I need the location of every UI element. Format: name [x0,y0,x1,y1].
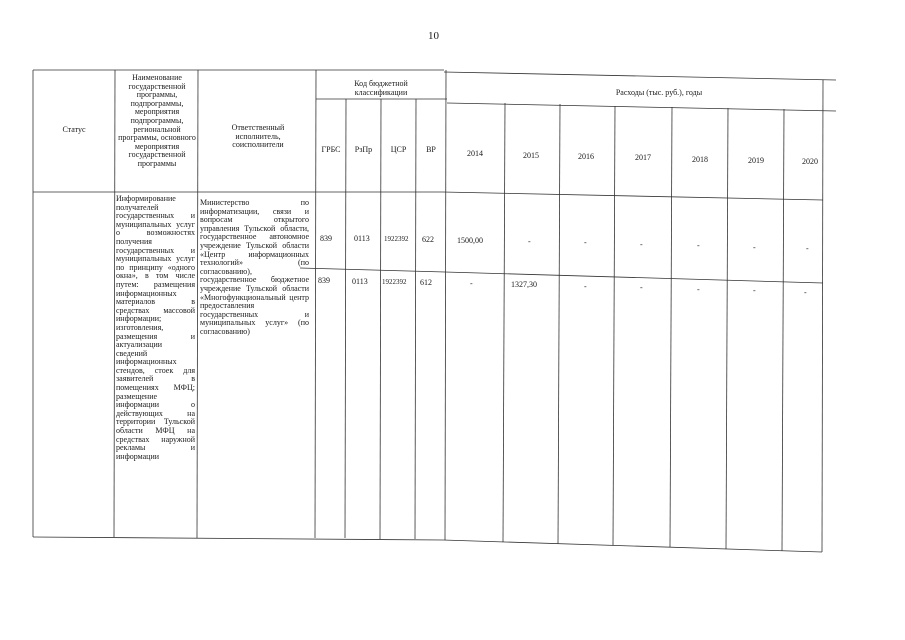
grid-line [613,106,615,545]
cell-value: - [753,243,756,252]
header-executor: Ответственный исполнитель, соисполнители [231,123,285,150]
grid-line [670,107,672,547]
header-year: 2015 [523,151,539,160]
header-year: 2016 [578,152,594,161]
grid-line [445,272,823,283]
cell-grbs: 839 [320,234,332,243]
grid-line [197,70,198,538]
grid-line [444,72,836,80]
header-year: 2020 [802,157,818,166]
grid-line [415,99,416,539]
grid-line [345,99,346,538]
page-number: 10 [428,30,439,42]
grid-line [33,537,443,540]
cell-csr: 1922392 [382,278,407,286]
cell-value: - [584,238,587,247]
grid-line [445,70,446,540]
grid-line [380,99,381,539]
grid-line [558,104,560,544]
cell-value: - [640,283,643,292]
header-budget-code: Код бюджетной классификации [354,79,408,97]
cell-vr: 612 [420,278,432,287]
header-rzpr: РзПр [354,145,373,154]
cell-rzpr: 0113 [354,234,370,243]
grid-line [114,70,115,537]
cell-value: - [697,241,700,250]
header-year: 2019 [748,156,764,165]
header-name: Наименование государственной программы, подпрограммы, мероприятия подпрограммы, региональной программы, основного мероприятия государственной программы [118,73,196,168]
header-vr: ВР [426,145,436,154]
cell-value: - [640,240,643,249]
row-executor: Министерство по информатизации, связи и вопросам открытого управления Тульской области, государственное автономное учреждение Тульской области «Центр информационных технологий» (по согласованию), государственное бюджетное учреждение Тульской области «Многофункциональный центр предоставления государственных и муниципальных услуг» (по согласованию) [200,198,309,336]
header-year: 2014 [467,149,483,158]
cell-csr: 1922392 [384,235,409,243]
header-csr: ЦСР [390,145,407,154]
row-name: Информирование получателей государственных и муниципальных услуг о возможностях получения государственных и муниципальных услуг по принципу «одного окна», в том числе путем: размещения информационных материалов в средствах массовой информации; изготовления, размещения и актуализации сведений информационных стендов, стоек для заявителей в помещениях МФЦ; размещение информации о действующих на территории Тульской области МФЦ на средствах наружной рекламы и информации [116,194,195,461]
cell-value: - [470,279,473,288]
cell-value: - [528,237,531,246]
cell-value: 1327,30 [511,280,537,289]
cell-grbs: 839 [318,276,330,285]
cell-value: - [804,288,807,297]
header-year: 2018 [692,155,708,164]
grid-line [315,70,316,538]
header-grbs: ГРБС [321,145,341,154]
grid-line [443,540,822,552]
cell-vr: 622 [422,235,434,244]
grid-line [782,109,784,551]
grid-line [503,103,505,542]
header-status: Статус [62,125,86,134]
grid-line [443,192,823,200]
cell-value: - [697,285,700,294]
grid-line [822,80,823,552]
grid-line [726,108,728,549]
cell-value: 1500,00 [457,236,483,245]
header-year: 2017 [635,153,651,162]
cell-value: - [806,244,809,253]
cell-value: - [584,282,587,291]
cell-rzpr: 0113 [352,277,368,286]
grid-line [300,268,445,272]
header-expenses: Расходы (тыс. руб.), годы [615,88,703,97]
cell-value: - [753,286,756,295]
